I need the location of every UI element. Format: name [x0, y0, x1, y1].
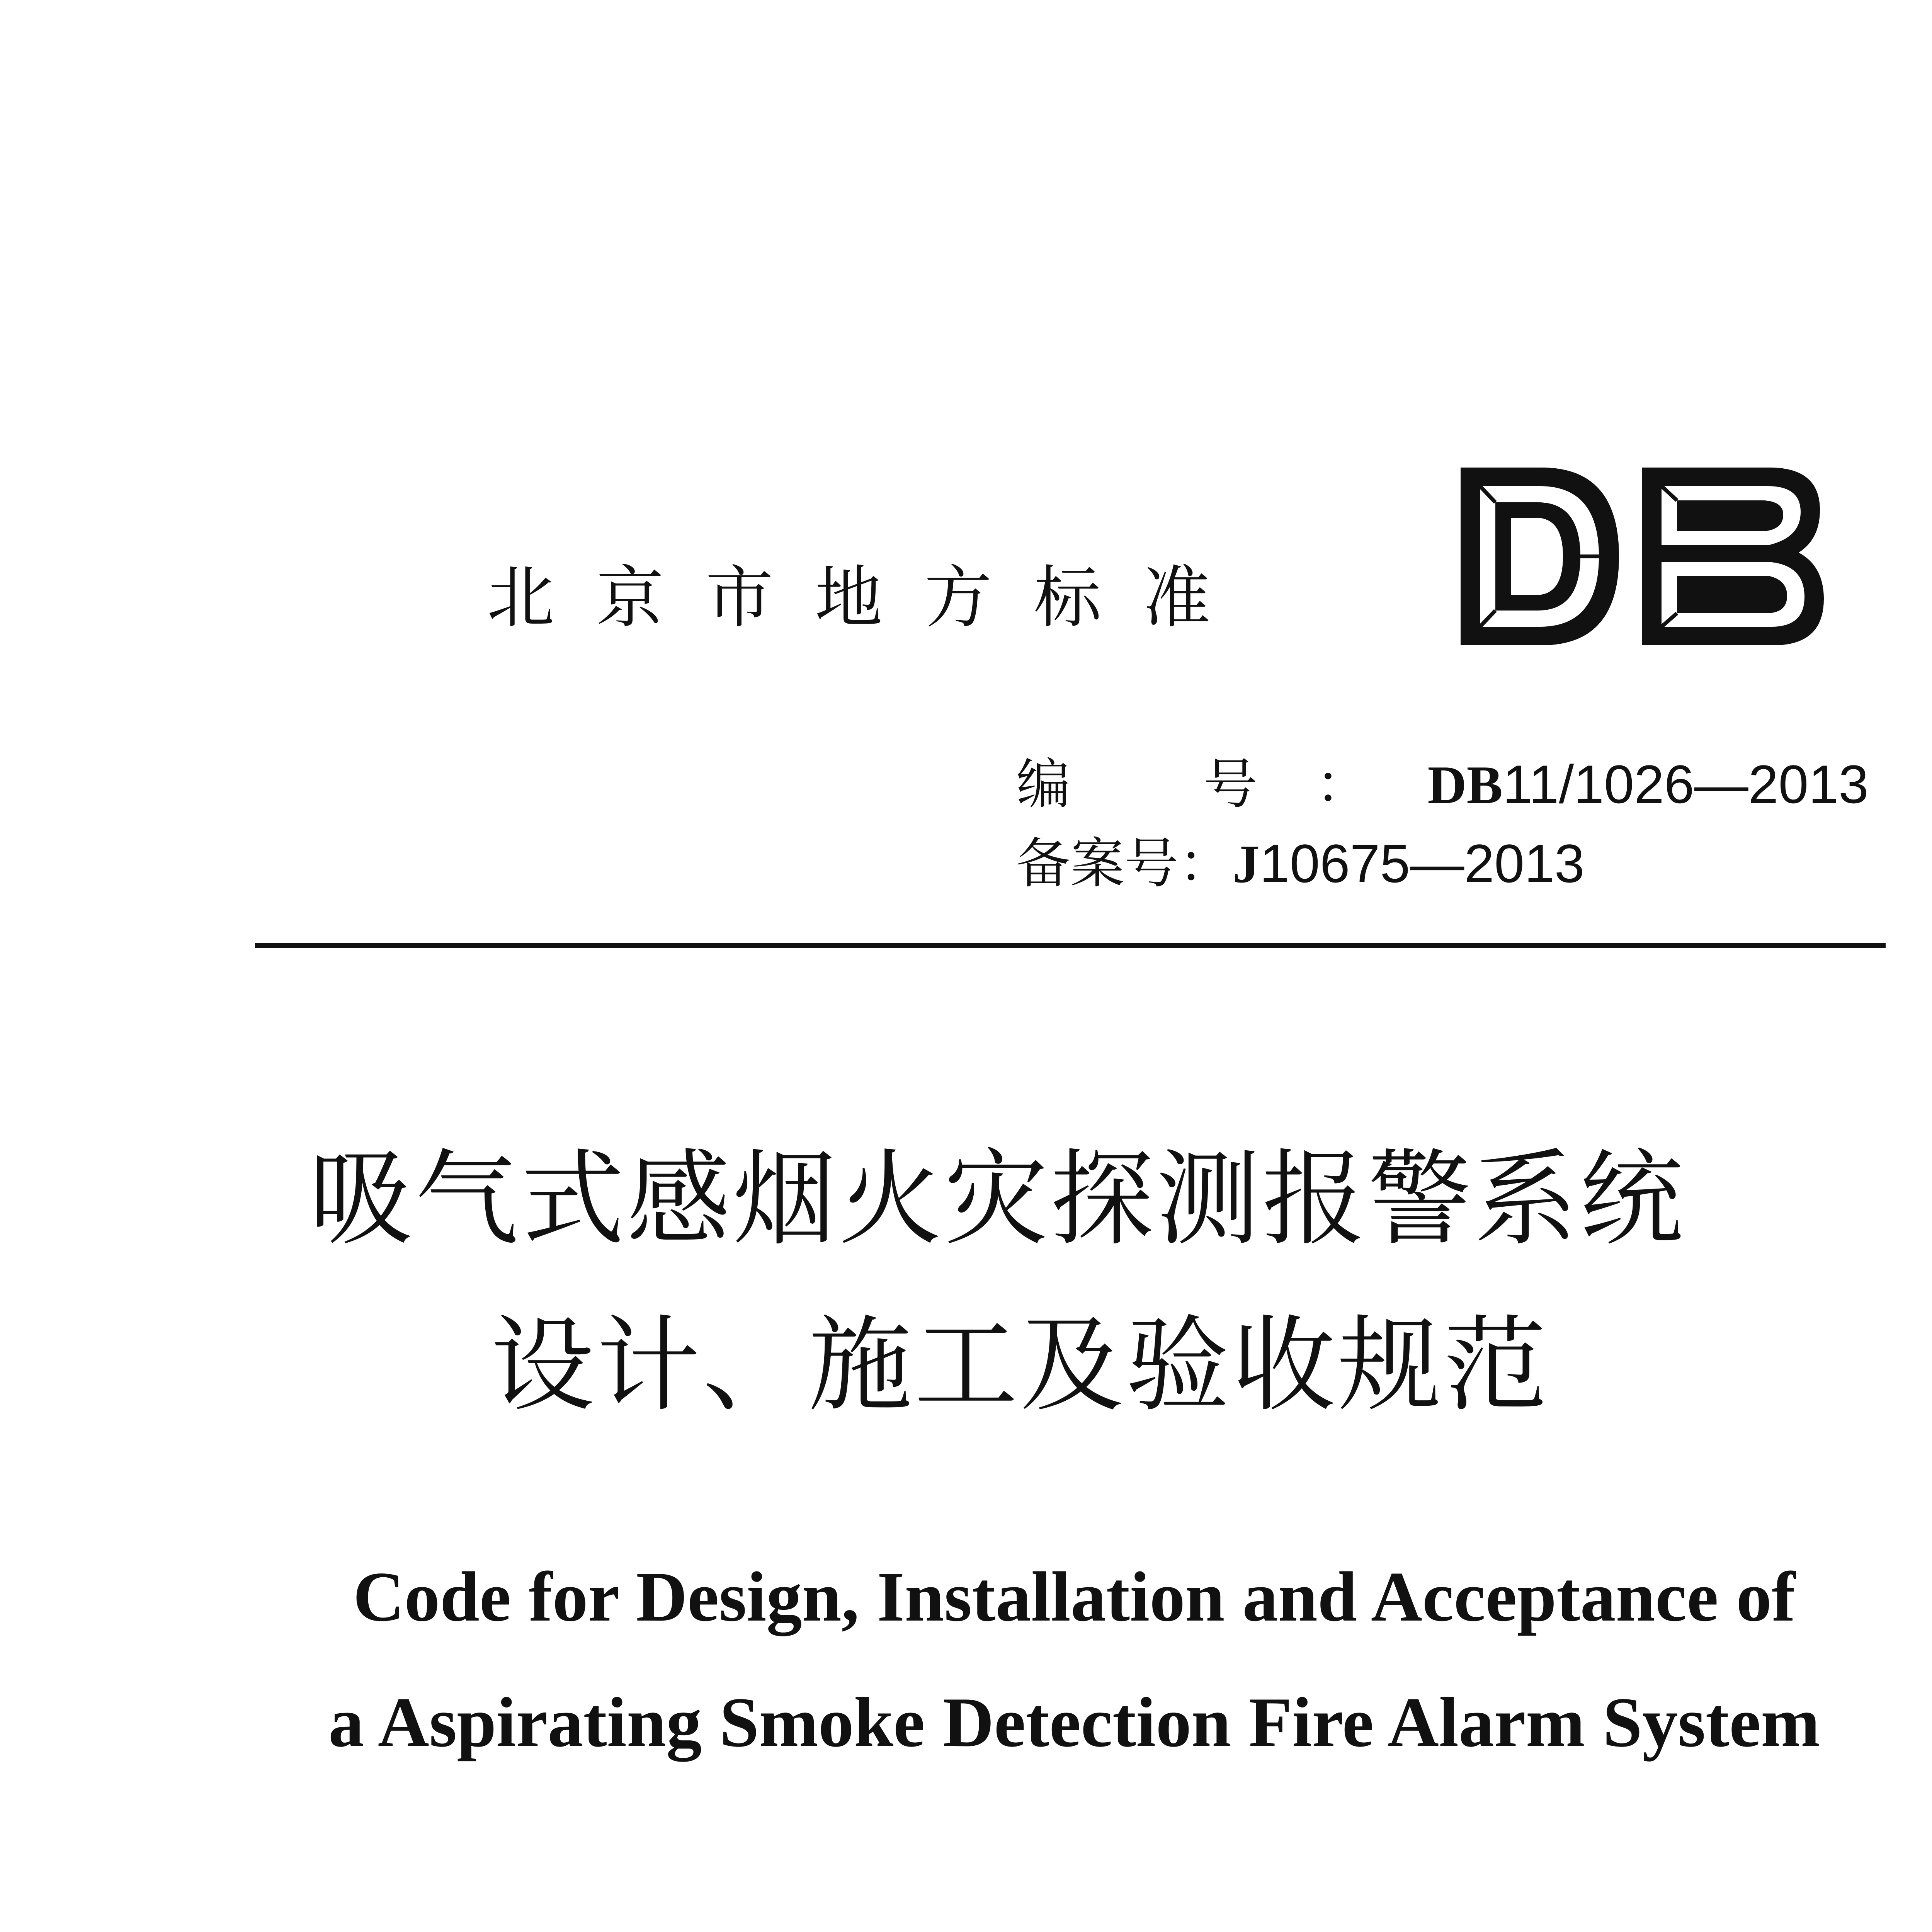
standard-code-prefix: DB [1427, 755, 1503, 815]
standard-code-label: 编 号： [1016, 753, 1428, 816]
record-number-label: 备案号： [1016, 832, 1233, 895]
title-cn-line-2: 设计、施工及验收规范 [491, 1305, 1549, 1426]
top-divider [255, 943, 1886, 948]
title-cn-line-1: 吸气式感烟火灾探测报警系统 [309, 1139, 1685, 1260]
standard-code-value: 11/1026—2013 [1503, 754, 1869, 815]
title-en-line-1: Code for Design, Installation and Acceptance of [353, 1557, 1796, 1636]
record-number-value: 10675—2013 [1260, 833, 1585, 894]
record-number-row [1016, 832, 1585, 895]
standard-code-row [1016, 753, 1869, 816]
record-number-prefix: J [1233, 834, 1260, 894]
standard-category: 北京市地方标准 [487, 559, 1252, 637]
title-en-line-2: a Aspirating Smoke Detection Fire Alarm System [328, 1683, 1820, 1762]
db-logo [1453, 460, 1832, 653]
